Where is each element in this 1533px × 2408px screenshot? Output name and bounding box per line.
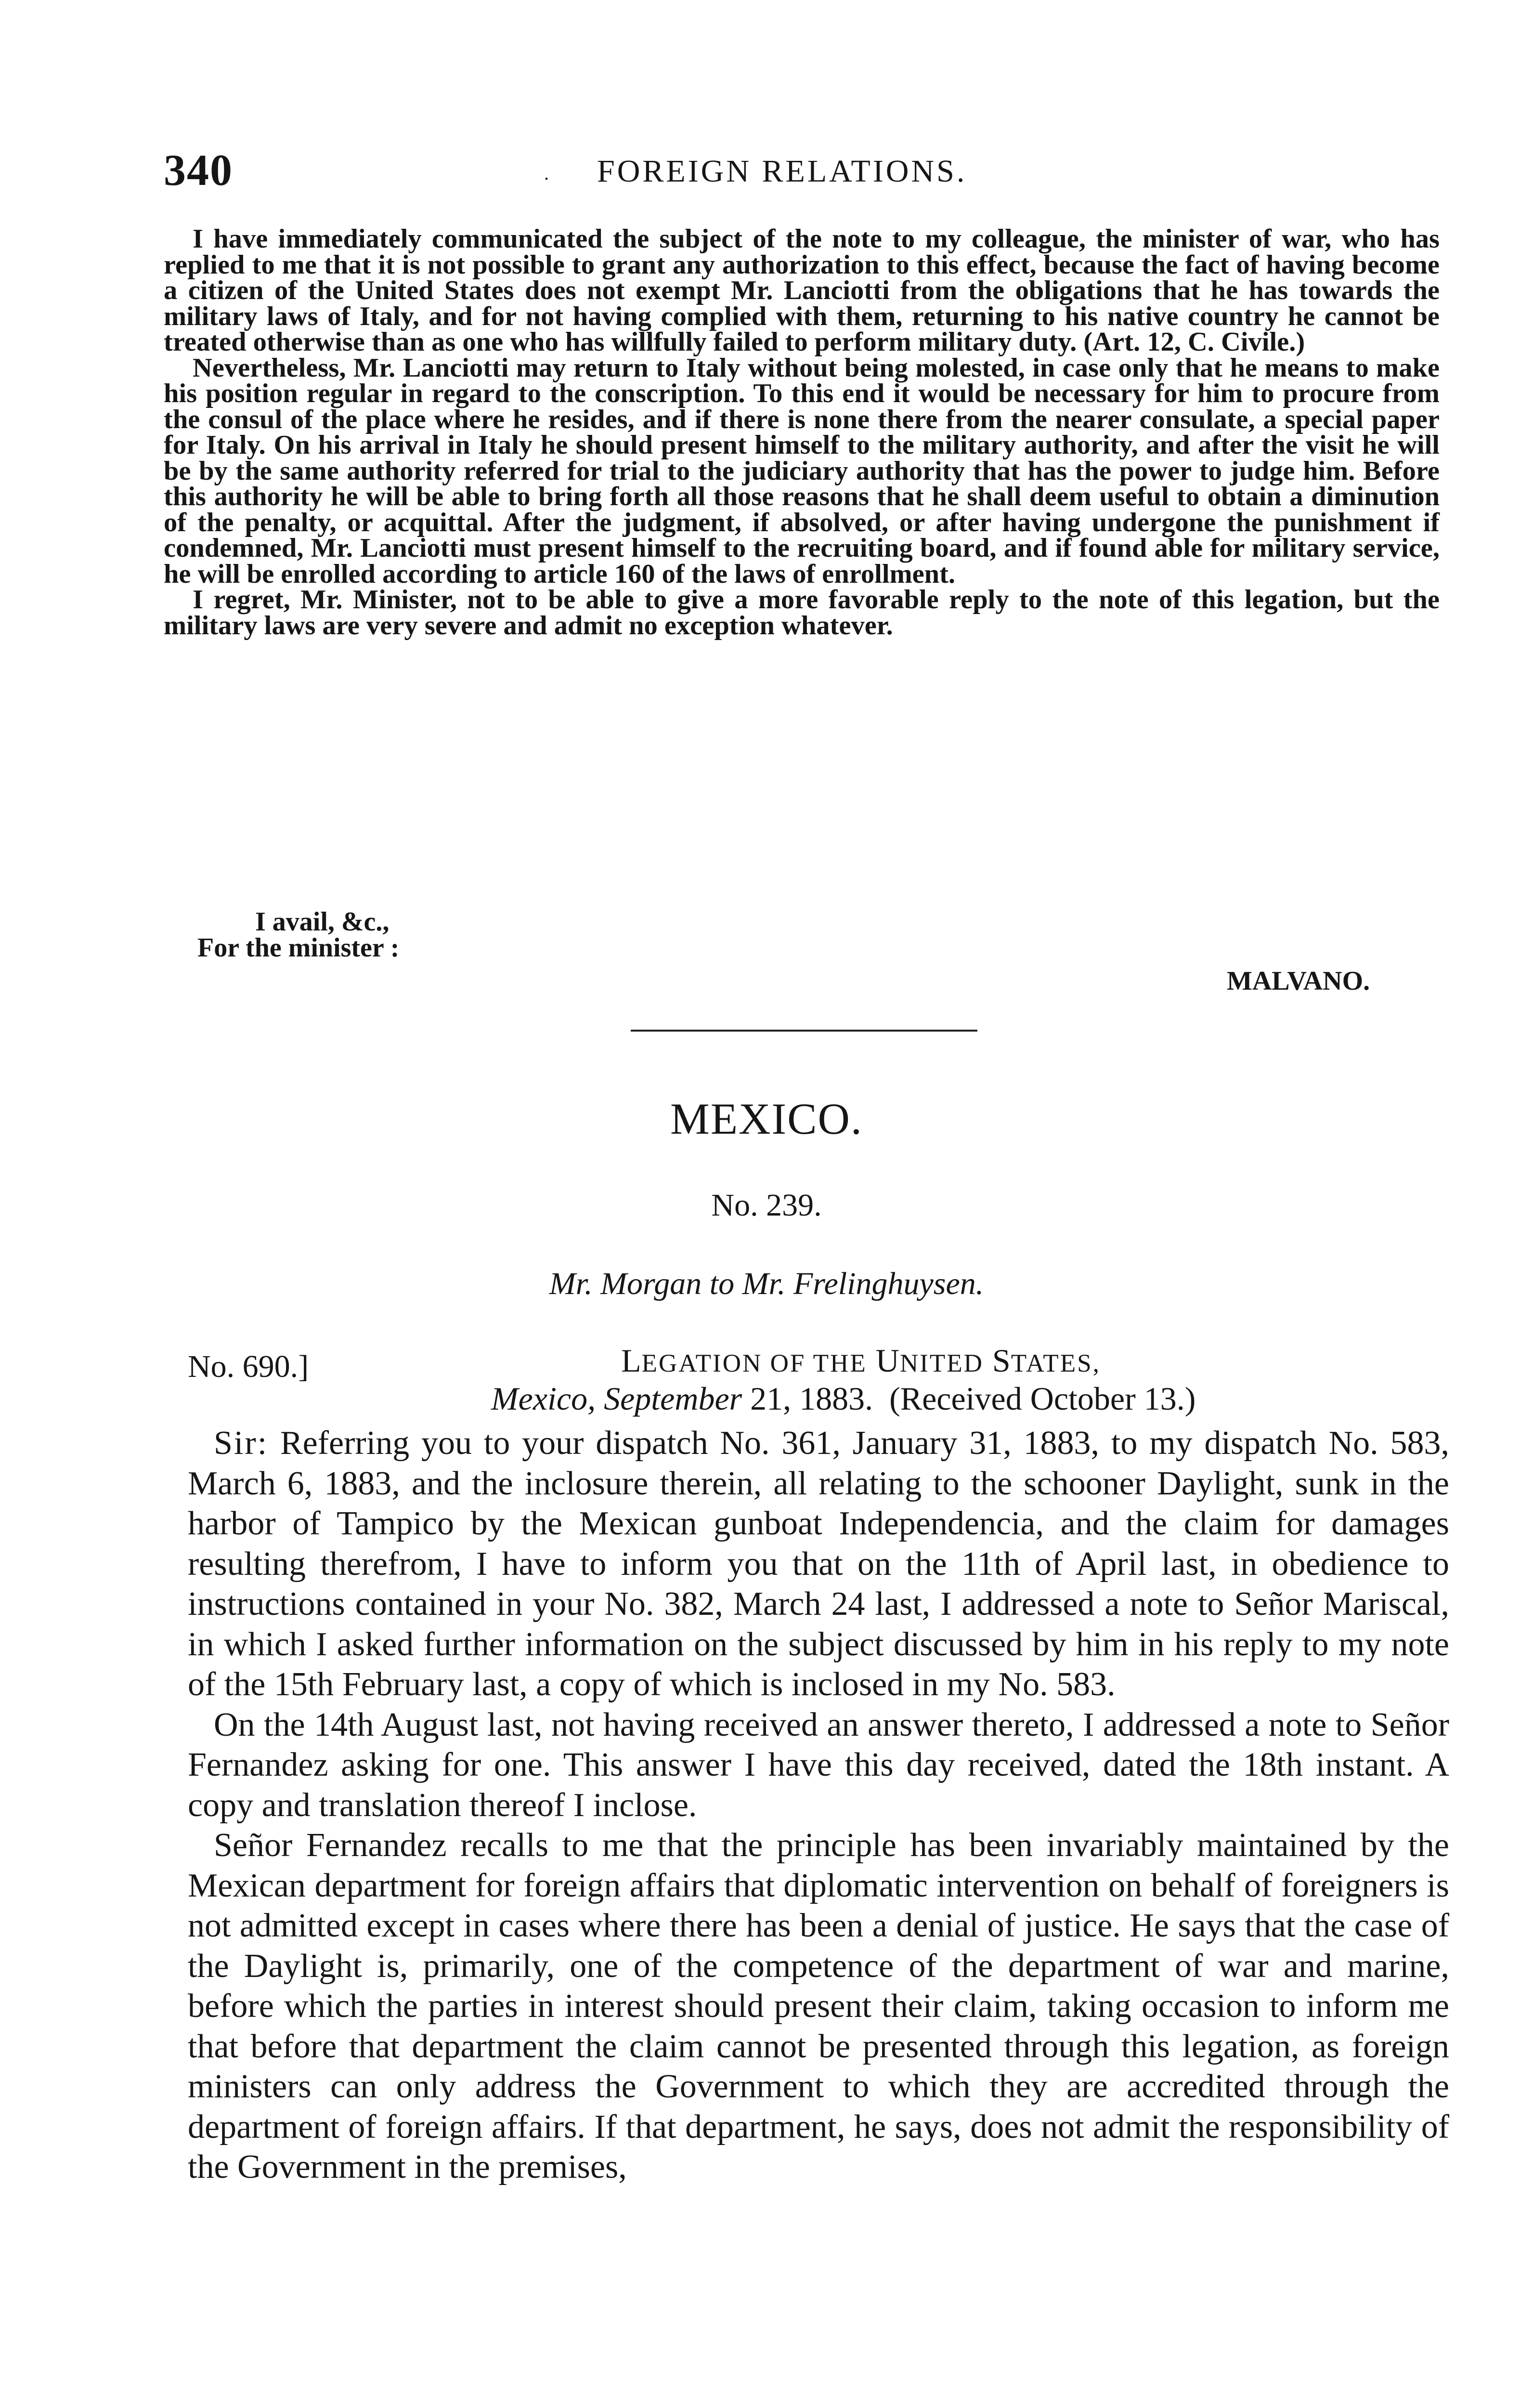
salutation: Sir:: [214, 1425, 269, 1462]
legation-heading: [621, 1342, 1101, 1380]
date-place: Mexico, September: [491, 1380, 742, 1417]
mexico-paragraph: Señor Fernandez recalls to me that the principle has been invariably maintained by the Mexican department for foreign affairs that diplomatic intervention on behalf of foreigners is not admitted except in cases where there has been a denial of justice. He says that the case of the Daylight is, primarily, one of the competence of the department of war and marine, before which the parties in interest should present their claim, taking occasion to inform me that before that department the claim cannot be presented through this legation, as foreign ministers can only address the Government to which they are accredited through the department of foreign affairs. If that department, he says, does not admit the responsibility of the Government in the premises,: [188, 1827, 1449, 2186]
italy-paragraph: Nevertheless, Mr. Lanciotti may return to Italy without being molested, in case only that he means to make his position regular in regard to the conscription. To this end it would be necessary for him to procure from the consul of the place where he resides, and if there is none there from the nearer consulate, a special paper for Italy. On his arrival in Italy he should present himself to the military authority, and after the visit he will be by the same authority referred for trial to the judiciary authority that has the power to judge him. Before this authority he will be able to bring forth all those reasons that he shall deem useful to obtain a diminution of the penalty, or acquittal. After the judgment, if absolved, or after having undergone the punishment if condemned, Mr. Lanciotti must present himself to the recruiting board, and if found able for military service, he will be enrolled according to article 160 of the laws of enrollment.: [164, 353, 1440, 589]
mexico-dispatch-body: [188, 1423, 1449, 2187]
legation-initial: L: [621, 1342, 642, 1379]
dateline: [491, 1380, 1195, 1418]
signature: MALVANO.: [1227, 966, 1370, 996]
legation-initial: U: [875, 1342, 900, 1379]
date-rest: 21, 1883.: [750, 1380, 873, 1417]
italy-paragraph: I regret, Mr. Minister, not to be able to give a more favorable reply to the note of this legation, but the military laws are very severe and admit no exception whatever.: [164, 585, 1440, 641]
page-number: 340: [164, 145, 233, 195]
header-separator: .: [544, 162, 549, 184]
running-head: FOREIGN RELATIONS.: [597, 154, 967, 189]
italy-letter-body: [164, 226, 1440, 639]
mexico-paragraph: [188, 1423, 1449, 1705]
country-heading: MEXICO.: [670, 1094, 863, 1143]
legation-small-caps: EGATION OF THE: [641, 1349, 867, 1377]
legation-initial: S: [992, 1342, 1011, 1379]
italy-paragraph: I have immediately communicated the subject of the note to my colleague, the minister of war, who has replied to me that it is not possible to grant any authorization to this effect, because the fact of having become a citizen of the United States does not exempt Mr. Lanciotti from the obligations that he has towards the military laws of Italy, and for not having complied with them, returning to his native country he cannot be treated otherwise than as one who has willfully failed to perform military duty. (Art. 12, C. Civile.): [164, 224, 1440, 357]
document-title: Mr. Morgan to Mr. Frelinghuysen.: [549, 1266, 984, 1301]
dispatch-number: No. 690.]: [188, 1349, 309, 1384]
for-minister: For the minister :: [197, 933, 400, 963]
section-divider: [631, 1030, 977, 1032]
mexico-paragraph: On the 14th August last, not having received an answer thereto, I addressed a note to Señor Fernandez asking for one. This answer I have this day received, dated the 18th instant. A copy and translation thereof I inclose.: [188, 1706, 1449, 1824]
page-header: [164, 144, 1454, 197]
paragraph-text: Referring you to your dispatch No. 361, January 31, 1883, to my dispatch No. 583, March 6, 1883, and the inclosure therein, all relating to the schooner Daylight, sunk in the harbor of Tampico by the Mexican gunboat Independencia, and the claim for damages resulting therefrom, I have to inform you that on the 11th of April last, in obedience to instructions contained in your No. 382, March 24 last, I addressed a note to Señor Mariscal, in which I asked further information on the subject discussed by him in his reply to my note of the 15th February last, a copy of which is inclosed in my No. 583.: [188, 1425, 1449, 1703]
legation-small-caps: TATES,: [1011, 1349, 1101, 1377]
closing-phrase: I avail, &c.,: [255, 907, 390, 937]
received-note: (Received October 13.): [889, 1380, 1196, 1417]
document-number: No. 239.: [711, 1188, 822, 1223]
legation-small-caps: NITED: [899, 1349, 984, 1377]
